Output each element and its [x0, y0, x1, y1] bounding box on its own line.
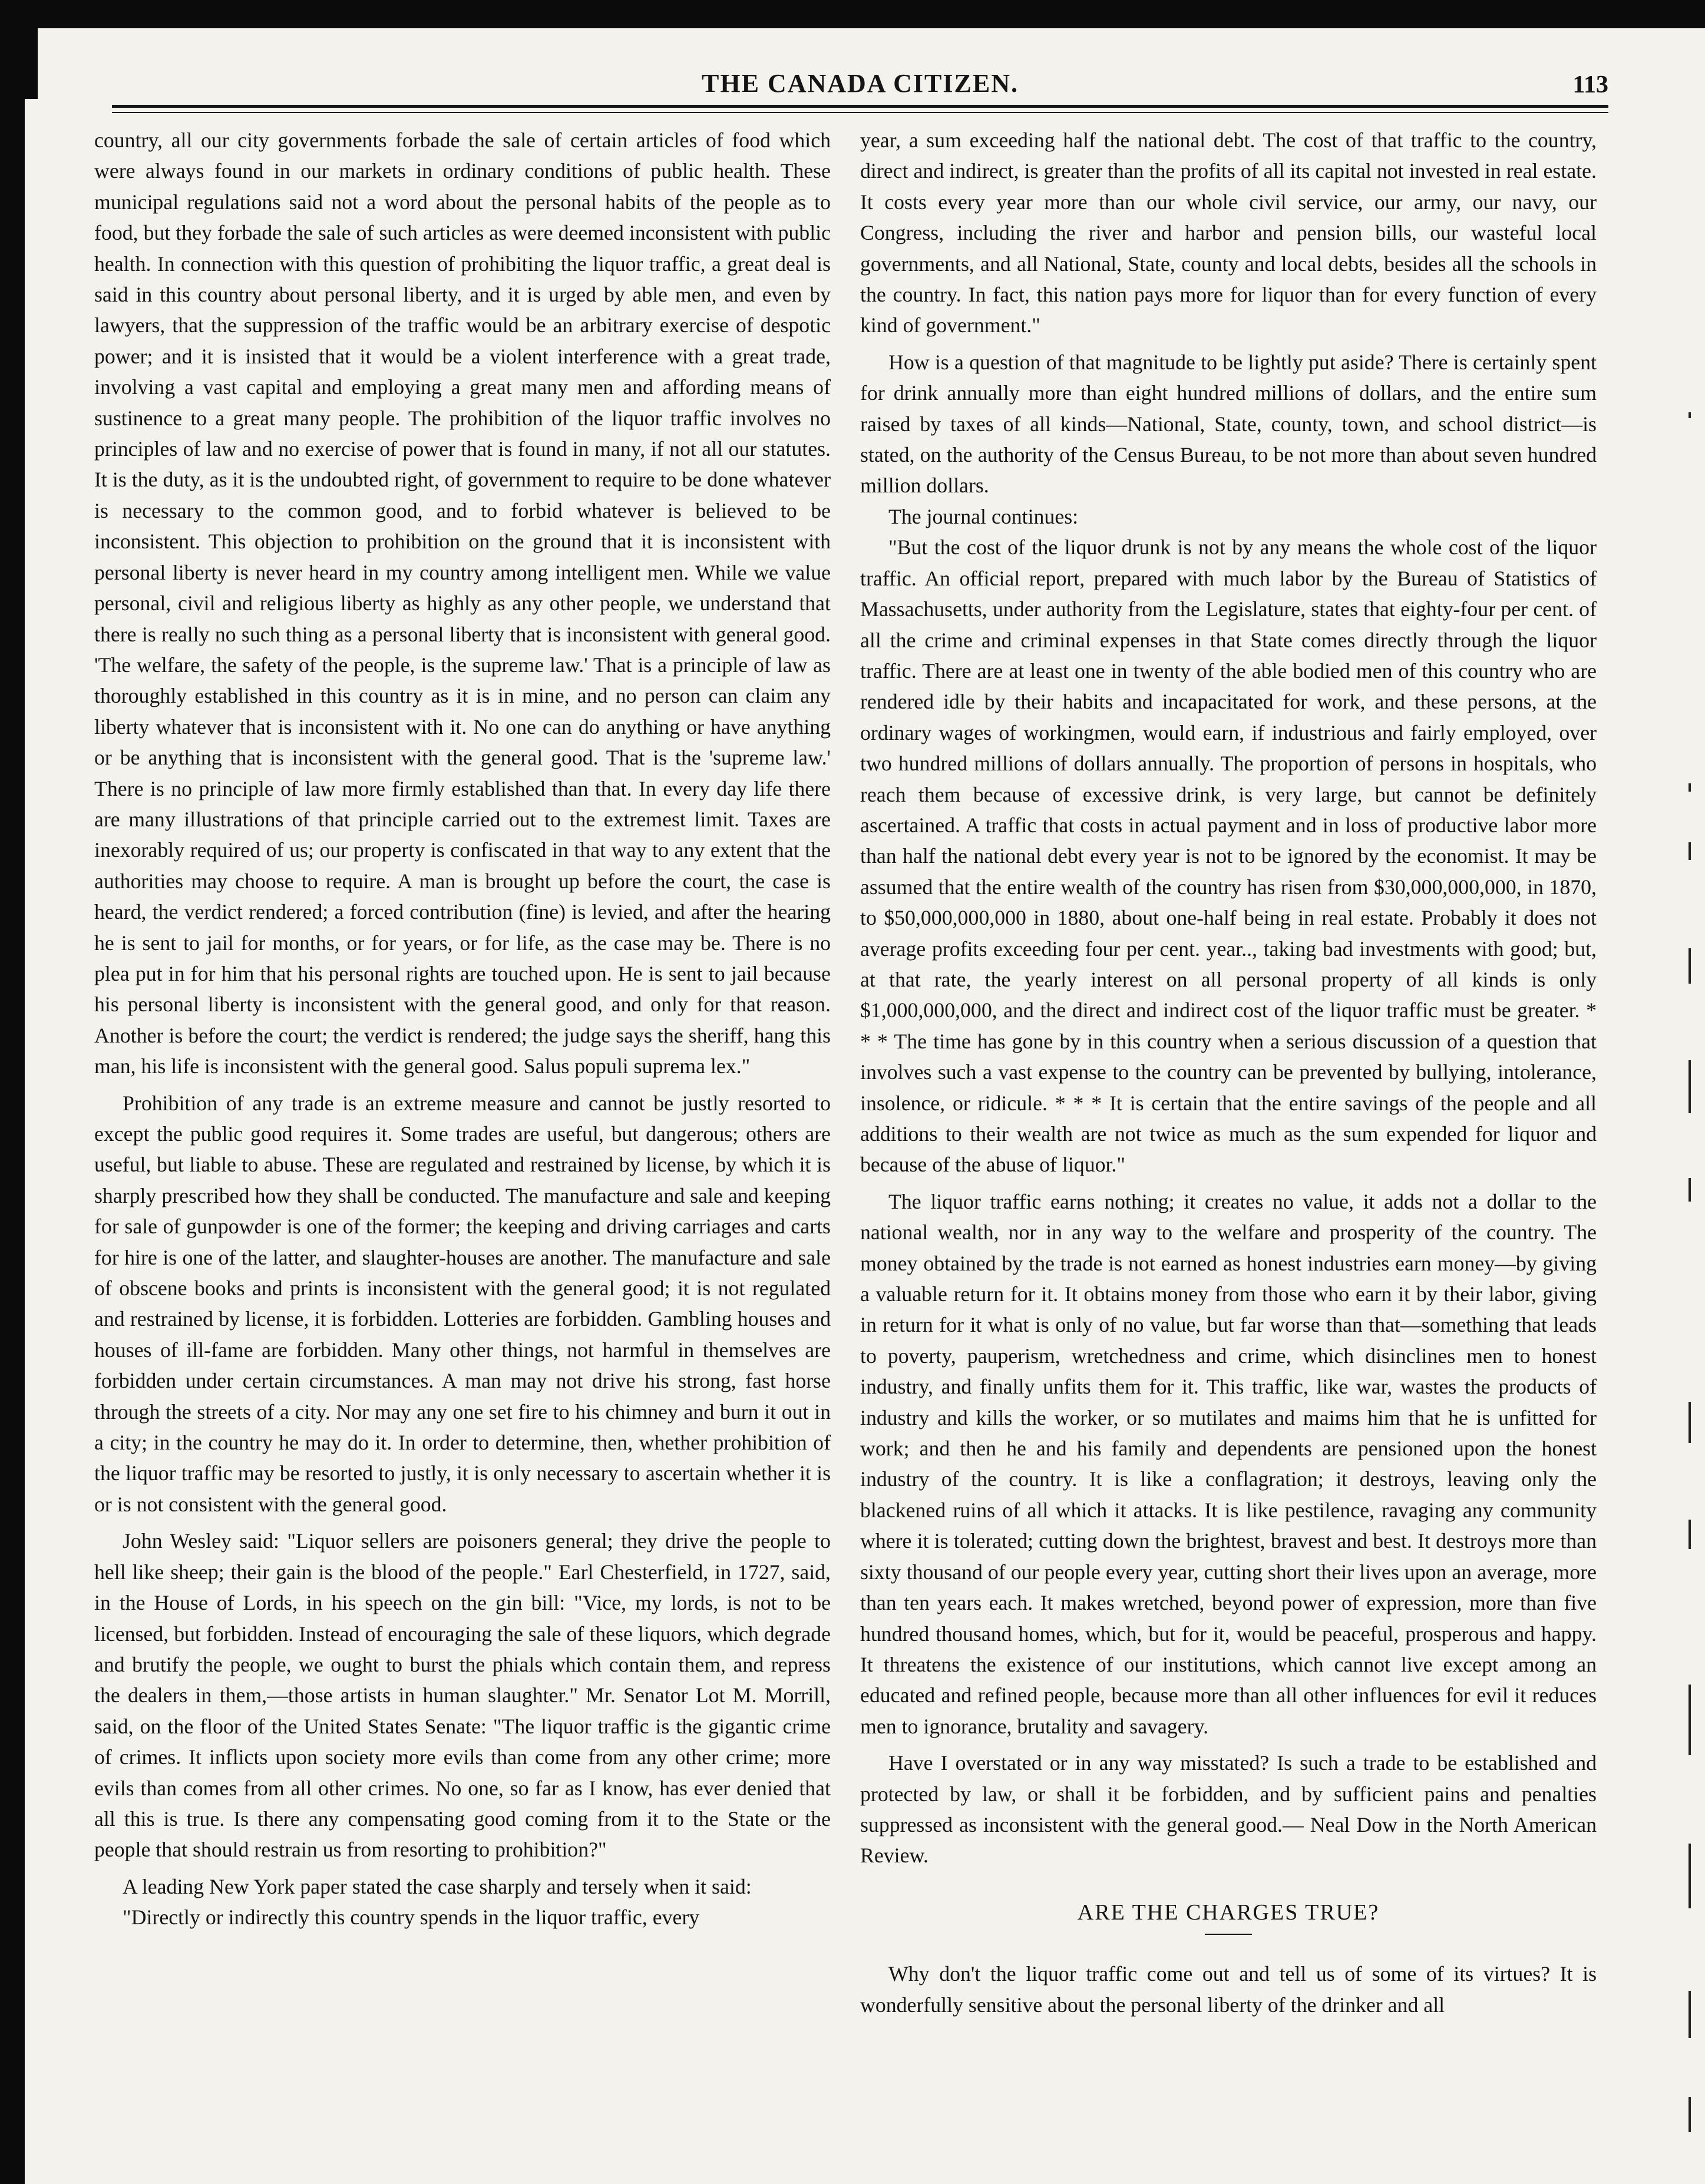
page-header	[112, 65, 1608, 106]
paragraph: Why don't the liquor traffic come out and tell us of some of its virtues? It is wonderfully sensitive about the personal liberty of the drinker and all	[860, 1962, 1597, 2017]
paragraph: country, all our city governments forbade the sale of certain articles of food which were always found in our markets in ordinary conditions of public health. These municipal regulations said not a word about the personal habits of the people as to food, but they forbade the sale of such articles as were deemed inconsistent with public health. In connection with this question of prohibiting the liquor traffic, a great deal is said in this country about personal liberty, and it is urged by able men, and even by lawyers, that the suppression of the traffic would be an arbitrary exercise of despotic power; and it is insisted that it would be a violent interference with a great trade, involving a vast capital and employing a great many men and affording means of sustinence to a great many people. The prohibition of the liquor traffic involves no principles of law and no exercise of power that is found in many, if not all our statutes. It is the duty, as it is the undoubted right, of government to require to be done whatever is necessary to the common good, and to forbid whatever is believed to be inconsistent. This objection to prohibition on the ground that it is inconsistent with personal liberty is never heard in my country among intelligent men. While we value personal, civil and religious liberty as highly as any other people, we understand that there is really no such thing as a personal liberty that is inconsistent with general good. 'The welfare, the safety of the people, is the supreme law.' That is a principle of law as thoroughly established in this country as it is in mine, and no person can claim any liberty whatever that is inconsistent with it. No one can do anything or have anything or be anything that is inconsistent with the general good. That is the 'supreme law.' There is no principle of law more firmly established than that. In every day life there are many illustrations of that principle carried out to the extremest limit. Taxes are inexorably required of us; our property is confiscated in that way to any extent that the authorities may choose to require. A man is brought up before the court, the case is heard, the verdict rendered; a forced contribution (fine) is levied, and after the hearing he is sent to jail for months, or for years, or for life, as the case may be. There is no plea put in for him that his personal rights are touched upon. He is sent to jail because his personal liberty is inconsistent with the general good, and only for that reason. Another is before the court; the verdict is rendered; the judge says the sheriff, hang this man, his life is inconsistent with the general good. Salus populi suprema lex."	[94, 128, 831, 1078]
section-divider	[1205, 1934, 1252, 1935]
paragraph: The journal continues:	[888, 504, 1079, 528]
scan-edge-notch	[25, 28, 38, 99]
paragraph: The liquor traffic earns nothing; it creates no value, it adds not a dollar to the national wealth, nor in any way to the welfare and prosperity of the country. The money obtained by the trade is not earned as honest industries earn money—by giving a valuable return for it. It obtains money from those who earn it by their labor, giving in return for it what is only of no value, but far worse than that—something that leads to poverty, pauperism, wretchedness and crime, which disinclines men to honest industry, and finally unfits them for it. This traffic, like war, wastes the products of industry and kills the worker, or so mutilates and maims him that he is unfitted for work; and then he and his family and dependents are pensioned upon the honest industry of the country. It is like a conflagration; it destroys, leaving only the blackened ruins of all which it attacks. It is like pestilence, ravaging any community where it is tolerated; cutting down the brightest, bravest and best. It destroys more than sixty thousand of our people every year, cutting short their lives upon an average, more than ten years each. It makes wretched, beyond power of expression, more than five hundred thousand homes, which, but for it, would be peaceful, prosperous and happy. It threatens the existence of our institutions, which cannot live except among an educated and refined people, because more than all other influences for evil it reduces men to ignorance, brutality and savagery.	[860, 1189, 1597, 1738]
paragraph: Have I overstated or in any way misstated? Is such a trade to be established and protected by law, or shall it be forbidden, and by sufficient pains and penalties suppressed as inconsistent with the general good.— Neal Dow in the North American Review.	[860, 1751, 1597, 1868]
page-number: 113	[1572, 71, 1608, 98]
scan-edge-left	[0, 0, 25, 2184]
paragraph: A leading New York paper stated the case sharply and tersely when it said:	[123, 1874, 752, 1898]
right-column	[860, 125, 1597, 2169]
paragraph: year, a sum exceeding half the national debt. The cost of that traffic to the country, direct and indirect, is greater than the profits of all its capital not invested in real estate. It costs every year more than our whole civil service, our army, our navy, our Congress, including the river and harbor and pension bills, our wasteful local governments, and all National, State, county and local debts, besides all the schools in the country. In fact, this nation pays more for liquor than for every function of every kind of government."	[860, 128, 1597, 337]
scan-edge-top	[0, 0, 1705, 28]
paragraph: "But the cost of the liquor drunk is not by any means the whole cost of the liquor traffic. An official report, prepared with much labor by the Bureau of Statistics of Massachusetts, under authority from the Legislature, states that eighty-four per cent. of all the crime and criminal expenses in that State comes directly through the liquor traffic. There are at least one in twenty of the able bodied men of this country who are rendered idle by their habits and incapacitated for work, and these persons, at the ordinary wages of workingmen, would earn, if industrious and fairly employed, over two hundred millions of dollars annually. The proportion of persons in hospitals, who reach them because of excessive drink, is very large, but cannot be definitely ascertained. A traffic that costs in actual payment and in loss of productive labor more than half the national debt every year is not to be ignored by the economist. It may be assumed that the entire wealth of the country has risen from $30,000,000,000, in 1870, to $50,000,000,000 in 1880, about one-half being in real estate. Probably it does not average profits exceeding four per cent. year.., taking bad investments with good; but, at that rate, the yearly interest on all personal property of all kinds is only $1,000,000,000, and the direct and indirect cost of the liquor traffic must be greater. * * * The time has gone by in this country when a serious discussion of a question that involves such a vast expense to the country can be prevented by bullying, intolerance, insolence, or ridicule. * * * It is certain that the entire savings of the people and all additions to their wealth are not twice as much as the sum expended for liquor and because of the abuse of liquor."	[860, 535, 1597, 1177]
section-heading: ARE THE CHARGES TRUE?	[1077, 1900, 1380, 1925]
scan-margin-marks	[1689, 165, 1700, 2109]
paragraph: "Directly or indirectly this country spends in the liquor traffic, every	[123, 1905, 700, 1930]
paragraph: How is a question of that magnitude to be lightly put aside? There is certainly spent for drink annually more than eight hundred millions of dollars, and the entire sum raised by taxes of all kinds—National, State, county, town, and school district—is stated, on the authority of the Census Bureau, to be not more than about seven hundred million dollars.	[860, 350, 1597, 498]
left-column	[94, 125, 831, 2169]
paragraph: Prohibition of any trade is an extreme measure and cannot be justly resorted to except the public good requires it. Some trades are useful, but dangerous; others are useful, but liable to abuse. These are regulated and restrained by license, by which it is sharply prescribed how they shall be conducted. The manufacture and sale and keeping for sale of gunpowder is one of the former; the keeping and driving carriages and carts for hire is one of the latter, and slaughter-houses are another. The manufacture and sale of obscene books and prints is inconsistent with the general good; it is not regulated and restrained by license, it is forbidden. Lotteries are forbidden. Gambling houses and houses of ill-fame are forbidden. Many other things, not harmful in themselves are forbidden under certain circumstances. A man may not drive his strong, fast horse through the streets of a city. Nor may any one set fire to his chimney and burn it out in a city; in the country he may do it. In order to determine, then, whether prohibition of the liquor traffic may be resorted to justly, it is only necessary to ascertain whether it is or is not consistent with the general good.	[94, 1091, 831, 1516]
header-rule-thick	[112, 105, 1608, 108]
newspaper-title: THE CANADA CITIZEN.	[702, 69, 1019, 98]
header-rule-thin	[112, 112, 1608, 113]
paragraph: John Wesley said: "Liquor sellers are poisoners general; they drive the people to hell like sheep; their gain is the blood of the people." Earl Chesterfield, in 1727, said, in the House of Lords, in his speech on the gin bill: "Vice, my lords, is not to be licensed, but forbidden. Instead of encouraging the sale of these liquors, which degrade and brutify the people, we ought to burst the phials which contain them, and repress the dealers in them,—those artists in human slaughter." Mr. Senator Lot M. Morrill, said, on the floor of the United States Senate: "The liquor traffic is the gigantic crime of crimes. It inflicts upon society more evils than come from any other crime; more evils than comes from all other crimes. No one, so far as I know, has ever denied that all this is true. Is there any compensating good coming from it to the State or the people that should restrain us from resorting to prohibition?"	[94, 1529, 831, 1862]
